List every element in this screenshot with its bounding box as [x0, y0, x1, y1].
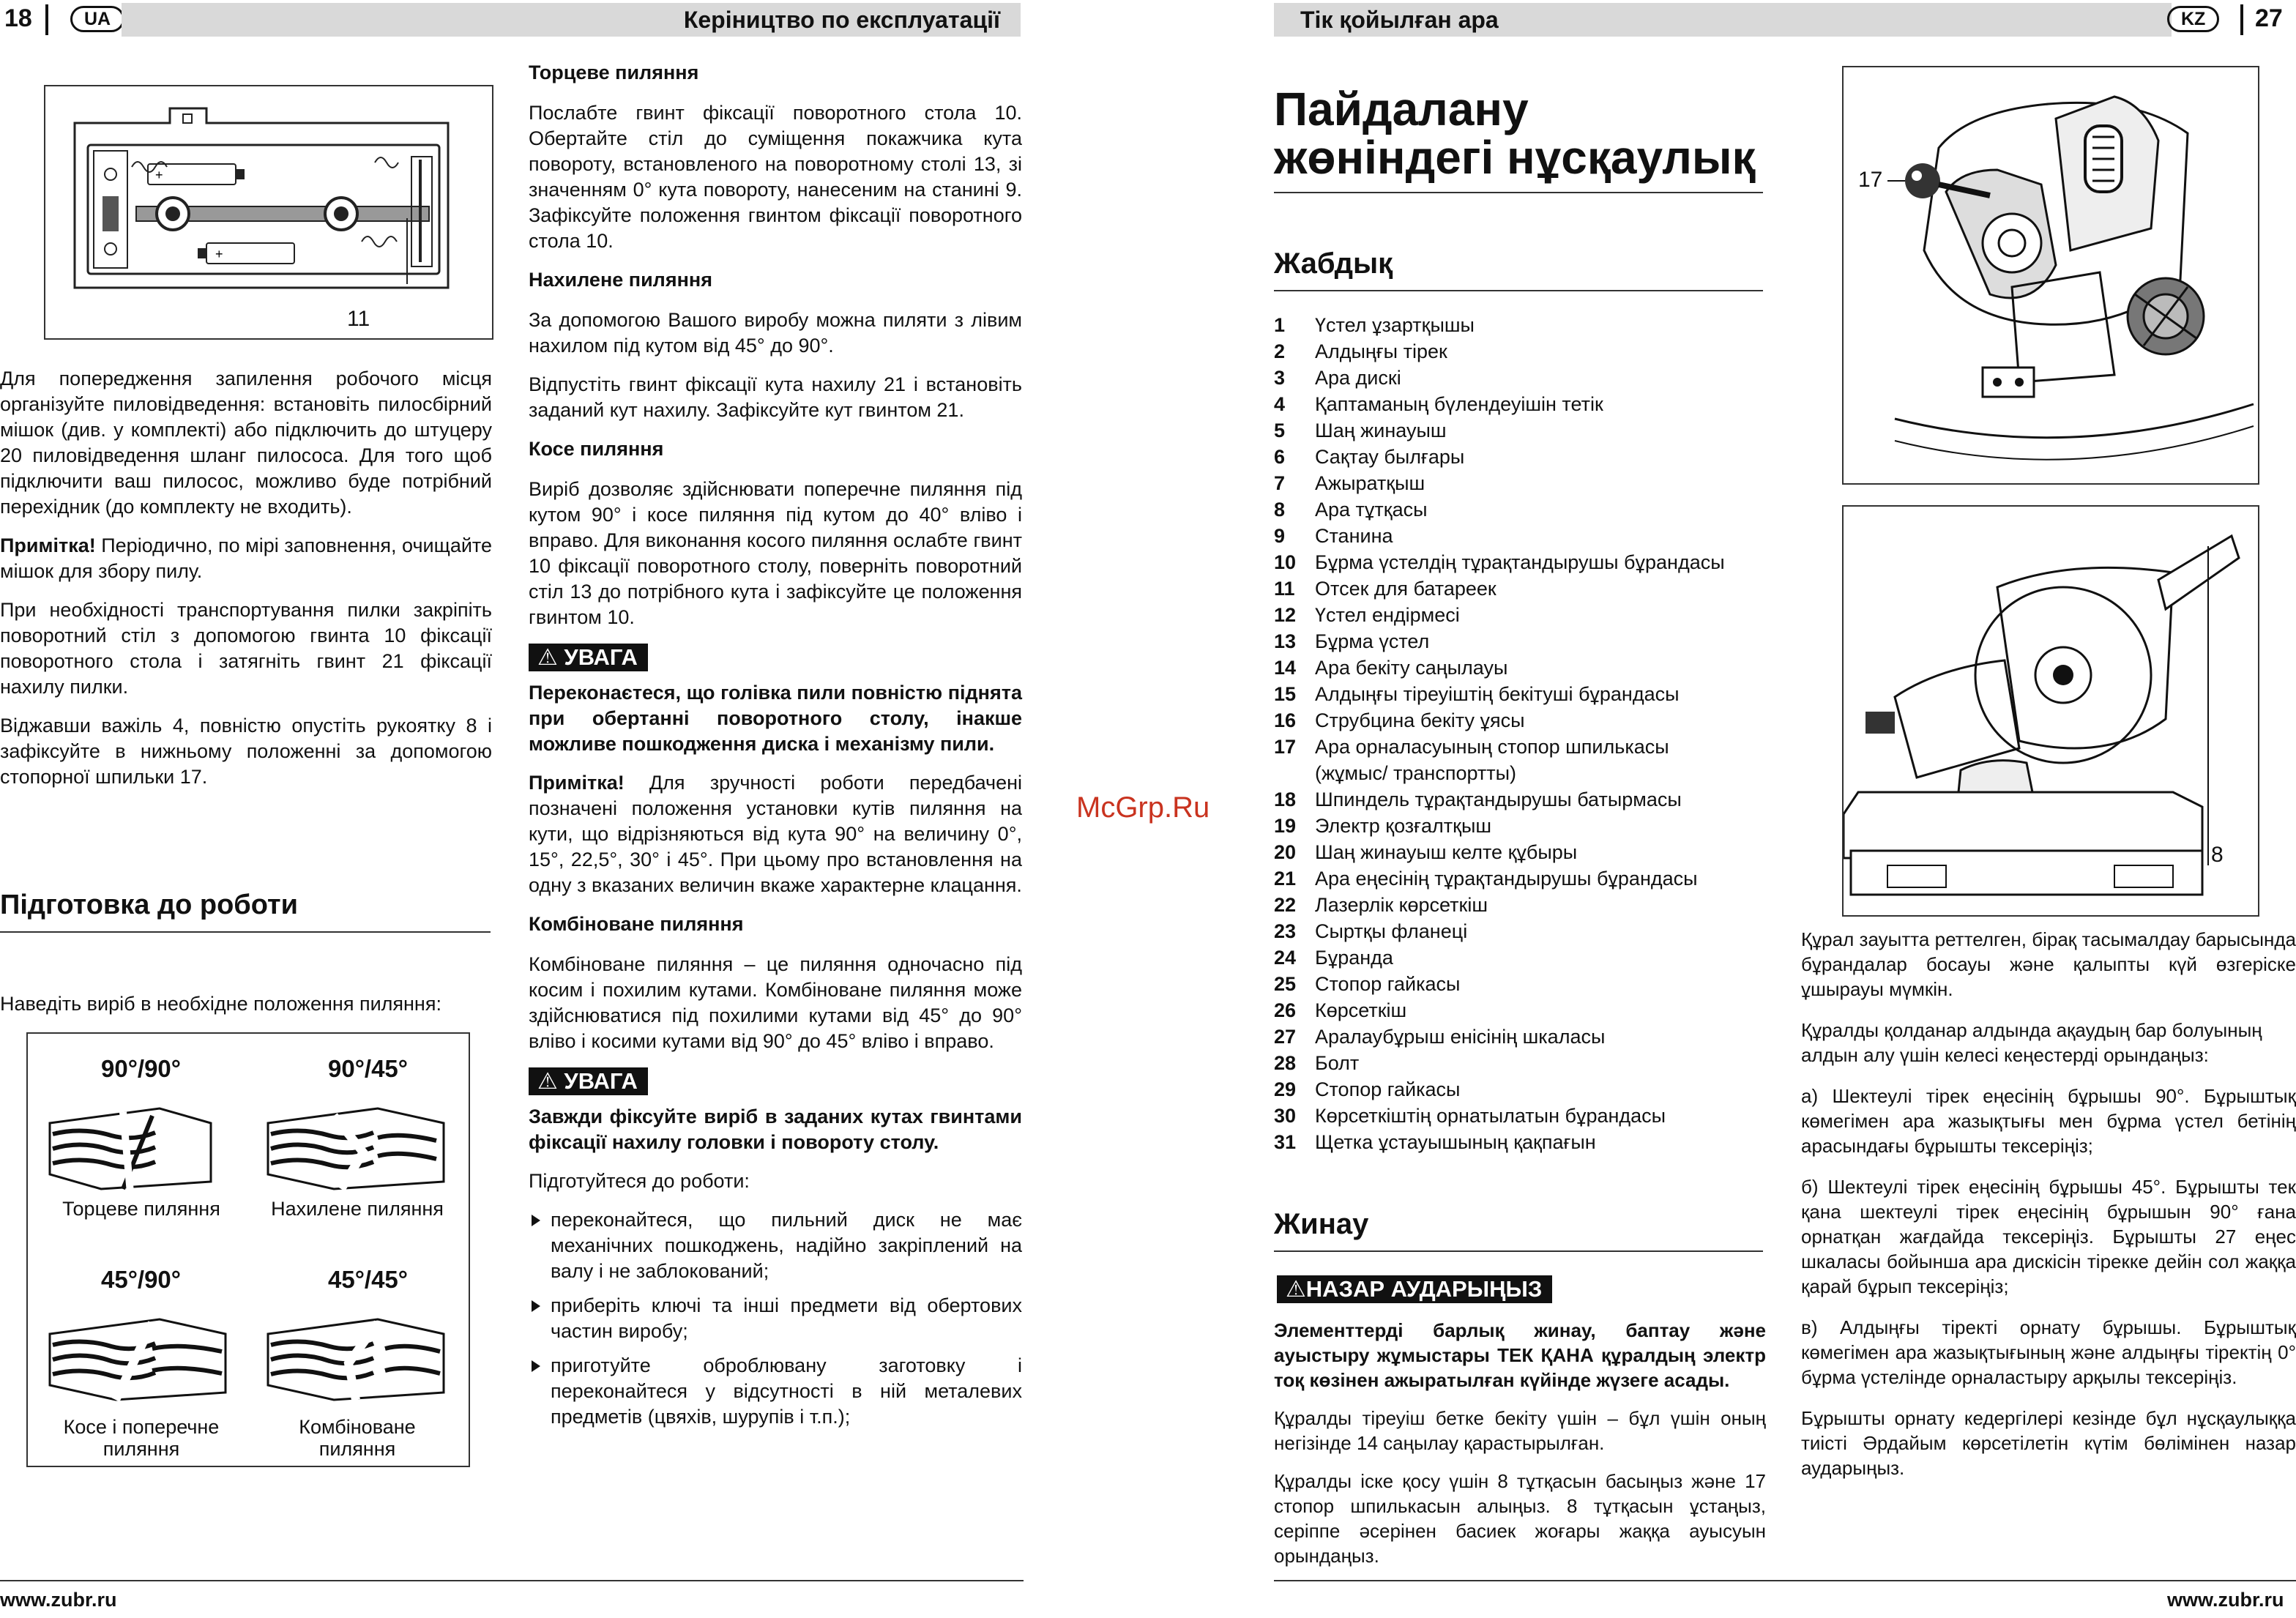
- list-item: 11 Отсек для батареек: [1274, 578, 1496, 600]
- list-item: 12 Үстел ендірмесі: [1274, 604, 1460, 626]
- warning-badge-1: ⚠ УВАГА: [529, 644, 648, 671]
- list-item: 24 Бұранда: [1274, 947, 1393, 969]
- cut-angle-compound: 45°/45°: [328, 1266, 408, 1293]
- assembly-text: [1274, 1318, 1766, 1581]
- warning-text-1: Переконаєтеся, що голівка пили повністю піднята при обертанні поворотного столу, інакше можливе пошкодження диска і механізму пили.: [529, 682, 1022, 755]
- right-column-2: [1801, 927, 2296, 1494]
- assembly-title: Жинау: [1274, 1207, 1763, 1252]
- watermark: McGrp.Ru: [1076, 791, 1210, 824]
- prepare-text: Підготуйтеся до роботи:: [529, 1170, 750, 1192]
- list-item: 14 Ара бекіту саңылауы: [1274, 657, 1508, 679]
- left-header-divider: [45, 4, 48, 35]
- list-item: 31 Щетка ұстауышының қақпағын: [1274, 1131, 1596, 1153]
- cut-label-compound: Комбіноване пиляння: [299, 1416, 416, 1460]
- list-item: переконайтеся, що пильний диск не має механічних пошкоджень, надійно закріплений на валу і не заблокований;: [529, 1207, 1022, 1284]
- list-item: 29 Стопор гайкасы: [1274, 1078, 1461, 1100]
- right-country-badge: KZ: [2167, 6, 2219, 32]
- angle-stops-note: Примітка! Для зручності роботи передбачені позначені положення установки кутів пиляння на кути, що відрізняються від кута 90° на величину 0°, 15°, 22,5°, 30° і 45°. При цьому про встановлення на одну з вказаних величин вкаже характерне клацання.: [529, 772, 1022, 896]
- warning-badge-2: ⚠ УВАГА: [529, 1067, 648, 1095]
- list-item: приберіть ключі та інші предмети від обертових частин виробу;: [529, 1293, 1022, 1344]
- left-footer-url[interactable]: www.zubr.ru: [0, 1589, 117, 1611]
- list-item: 18 Шпиндель тұрақтандырушы батырмасы: [1274, 789, 1682, 810]
- list-item: 26 Көрсеткіш: [1274, 999, 1407, 1021]
- end-cut-text: Послабте гвинт фіксації поворотного стола 10. Обертайте стіл до суміщення покажчика кута повороту, встановленого на поворотному столі 13, зі значенням 0° кута повороту, нанесеним на станині 9. Зафіксуйте положення гвинтом фіксації поворотного стола 10.: [529, 102, 1022, 252]
- list-item: 6 Сақтау былғары: [1274, 446, 1465, 468]
- end-cut-wood-icon: [42, 1094, 240, 1196]
- battery-compartment-figure: [44, 85, 493, 340]
- cut-label-end: Торцеве пиляння: [62, 1198, 220, 1220]
- maintenance-reference-paragraph: Бұрышты орнату кедергілері кезінде бұл нұсқаулыққа тиісті Әрдайым көрсетілетін күтім бөлімінен назар аударыңыз.: [1801, 1407, 2296, 1479]
- equipment-title: Жабдық: [1274, 246, 1763, 291]
- figure-callout-8: 8: [2211, 843, 2224, 867]
- list-item: 1 Үстел ұзартқышы: [1274, 314, 1475, 336]
- list-item: 28 Болт: [1274, 1052, 1360, 1074]
- before-use-paragraph: Құралды қолданар алдында ақаудың бар болуының алдын алу үшін келесі кеңестерді орындаңыз:: [1801, 1019, 2262, 1066]
- bevel-cut-heading: Нахилене пиляння: [529, 269, 712, 291]
- right-header-title: Тік қойылған ара: [1300, 7, 1499, 33]
- cut-label-miter: Косе і поперечне пиляння: [63, 1416, 220, 1460]
- left-page-number: 18: [4, 4, 32, 32]
- manual-title: Пайдалану жөніндегі нұсқаулық: [1274, 85, 1763, 193]
- assembly-warning-text: Элементтерді барлық жинау, баптау және ауыстыру жұмыстары ТЕК ҚАНА құралдың электр тоқ көзінен ажыратылған күйінде жүзеге асады.: [1274, 1319, 1766, 1391]
- list-item: 25 Стопор гайкасы: [1274, 973, 1461, 995]
- warning-badge-3: ⚠НАЗАР АУДАРЫҢЫЗ: [1277, 1275, 1552, 1303]
- list-item: 4 Қаптаманың бүлендеуішін тетік: [1274, 393, 1603, 415]
- warning-triangle-icon: ⚠: [537, 644, 558, 670]
- bevel-cut-text-1: За допомогою Вашого виробу можна пиляти з лівим нахилом під кутом від 45° до 90°.: [529, 309, 1022, 357]
- list-item: 30 Көрсеткіштің орнатылатын бұрандасы: [1274, 1105, 1666, 1127]
- left-footer-rule: [0, 1580, 1024, 1581]
- cut-angle-miter: 45°/90°: [101, 1266, 181, 1293]
- svg-text:+: +: [215, 247, 223, 261]
- compound-cut-heading: Комбіноване пиляння: [529, 913, 744, 935]
- list-item: 23 Сыртқы фланеці: [1274, 920, 1468, 942]
- right-header-divider: [2240, 4, 2243, 35]
- list-item: 9 Станина: [1274, 525, 1393, 547]
- list-item: 17 Ара орналасуының стопор шпилькасы: [1274, 736, 1669, 758]
- left-column-1: [0, 366, 492, 803]
- left-header-title: Керіництво по експлуатації: [683, 7, 1000, 33]
- miter-cut-text: Виріб дозволяє здійснювати поперечне пиляння під кутом 90° і косе пиляння під кутом до 40° вліво і вправо. Для виконання косого пиляння ослабте гвинт 10 фіксації поворотного столу, поверніть поворотний стіл 13 до потрібного кута і зафіксуйте це положення гвинтом 10.: [529, 478, 1022, 628]
- check-front-stop-paragraph: в) Алдыңғы тіректі орнату бұрышы. Бұрыштық көмегімен ара жазықтығының және алдыңғы тіректің 0° бұрма үстелінде орналастыру арқылы тексеріңіз.: [1801, 1316, 2296, 1388]
- left-column-2: [529, 60, 1022, 1439]
- compound-cut-wood-icon: [261, 1305, 458, 1407]
- list-item: 15 Алдыңғы тіреуіштің бекітуші бұрандасы: [1274, 683, 1680, 705]
- cut-label-bevel: Нахилене пиляння: [271, 1198, 444, 1220]
- warning-text-2: Завжди фіксуйте виріб в заданих кутах гвинтами фіксації нахилу головки і повороту столу.: [529, 1106, 1022, 1153]
- saw-stop-pin-figure: [1842, 66, 2259, 485]
- list-item: (жұмыс/ транспортты): [1315, 762, 1517, 784]
- saw-handle-figure: [1842, 505, 2259, 917]
- cut-angle-end: 90°/90°: [101, 1055, 181, 1082]
- cut-angle-bevel: 90°/45°: [328, 1055, 408, 1082]
- svg-text:+: +: [155, 168, 163, 182]
- list-item: 16 Струбцина бекіту ұясы: [1274, 709, 1525, 731]
- miter-cut-wood-icon: [42, 1305, 240, 1407]
- end-cut-heading: Торцеве пиляння: [529, 61, 699, 83]
- list-item: 27 Аралаубұрыш енісінің шкаласы: [1274, 1026, 1606, 1048]
- list-item: 19 Электр қозғалтқыш: [1274, 815, 1492, 837]
- left-country-badge: UA: [70, 6, 124, 32]
- list-item: 21 Ара еңесінің тұрақтандырушы бұрандасы: [1274, 868, 1698, 890]
- cut-types-figure: [26, 1032, 470, 1467]
- right-footer-rule: [1274, 1580, 2296, 1581]
- list-item: 5 Шаң жинауыш: [1274, 420, 1447, 441]
- list-item: 13 Бұрма үстел: [1274, 630, 1430, 652]
- bag-note: Примітка! Періодично, по мірі заповнення, очищайте мішок для збору пилу.: [0, 534, 492, 582]
- list-item: 3 Ара дискі: [1274, 367, 1401, 389]
- list-item: 7 Ажыратқыш: [1274, 472, 1425, 494]
- list-item: 22 Лазерлік көрсеткіш: [1274, 894, 1488, 916]
- list-item: приготуйте оброблювану заготовку і переконайтеся у відсутності в ній металевих предметів (цвяхів, шурупів і т.п.);: [529, 1353, 1022, 1430]
- factory-adjusted-paragraph: Құрал зауытта реттелген, бірақ тасымалдау барысында бұрандалар босауы және қалыпты күй өзгеріске ұшырауы мүмкін.: [1801, 928, 2296, 1000]
- unlock-paragraph: Құралды іске қосу үшін 8 тұтқасын басыңыз және 17 стопор шпилькасын алыңыз. 8 тұтқасын ұстаңыз, серіппе әсерінен басиек жоғары жаққа ауысуын орындаңыз.: [1274, 1470, 1766, 1567]
- bevel-cut-text-2: Відпустіть гвинт фіксації кута нахилу 21 і встановіть заданий кут нахилу. Зафіксуйте кут гвинтом 21.: [529, 373, 1022, 421]
- compound-cut-text: Комбіноване пиляння – це пиляння одночасно під косим і похилим кутами. Комбіноване пиляння може здійснюватися під похилими кутами від 45° до 90° вліво і косими кутами від 90° до 45° вліво і вправо.: [529, 953, 1022, 1052]
- list-item: 8 Ара тұтқасы: [1274, 499, 1428, 521]
- right-header-bar: [1274, 3, 2172, 37]
- lowering-paragraph: Віджавши важіль 4, повністю опустіть рукоятку 8 і зафіксуйте в нижньому положенні за допомогою стопорної шпильки 17.: [0, 715, 492, 788]
- prep-intro: Наведіть виріб в необхідне положення пиляння:: [0, 993, 441, 1015]
- parts-list: [1274, 312, 1772, 1155]
- warning-triangle-icon: ⚠: [537, 1068, 558, 1094]
- prepare-bullets: [529, 1207, 1022, 1430]
- list-item: 20 Шаң жинауыш келте құбыры: [1274, 841, 1578, 863]
- figure-callout-17: 17: [1858, 168, 1883, 192]
- left-header-bar: [122, 3, 1021, 37]
- transport-paragraph: При необхідності транспортування пилки закріпіть поворотний стіл з допомогою гвинта 10 фіксації поворотного стола і затягніть гвинт 21 фіксації нахилу пилки.: [0, 599, 492, 698]
- list-item: 10 Бұрма үстелдің тұрақтандырушы бұрандасы: [1274, 551, 1725, 573]
- dust-extraction-paragraph: Для попередження запилення робочого місця організуйте пиловідведення: встановіть пилосбірний мішок (див. у комплекті) або підключить до штуцеру 20 пиловідведення шланг пилососа. Для того щоб підключити ваш пилосос, можливо буде потрібний перехідник (до комплекту не входить).: [0, 368, 492, 518]
- preparation-section-title: Підготовка до роботи: [0, 887, 491, 933]
- list-item: 2 Алдыңғы тірек: [1274, 340, 1447, 362]
- figure-callout-11: 11: [347, 307, 370, 331]
- right-page-number: 27: [2255, 4, 2283, 32]
- check-45-paragraph: б) Шектеулі тірек еңесінің бұрышы 45°. Бұрышты тек қана шектеулі тірек еңесінің бұрышын 90° ғана орнатқан жағдайда тексеріңіз. Бұрышты 27 еңес шкаласы бойынша ара дискісін тірекке дейін сол жаққа қарай бұрып тексеріңіз;: [1801, 1176, 2296, 1297]
- miter-cut-heading: Косе пиляння: [529, 438, 664, 460]
- right-footer-url[interactable]: www.zubr.ru: [2167, 1589, 2284, 1611]
- bevel-cut-wood-icon: [261, 1094, 458, 1196]
- check-90-paragraph: а) Шектеулі тірек еңесінің бұрышы 90°. Бұрыштық көмегімен ара жазықтығы мен бұрма үстел бетінің арасындағы бұрышты тексеріңіз;: [1801, 1085, 2296, 1157]
- warning-triangle-icon: ⚠: [1286, 1276, 1306, 1302]
- mounting-paragraph: Құралды тіреуіш бетке бекіту үшін – бұл үшін оның негізінде 14 саңылау қарастырылған.: [1274, 1407, 1766, 1454]
